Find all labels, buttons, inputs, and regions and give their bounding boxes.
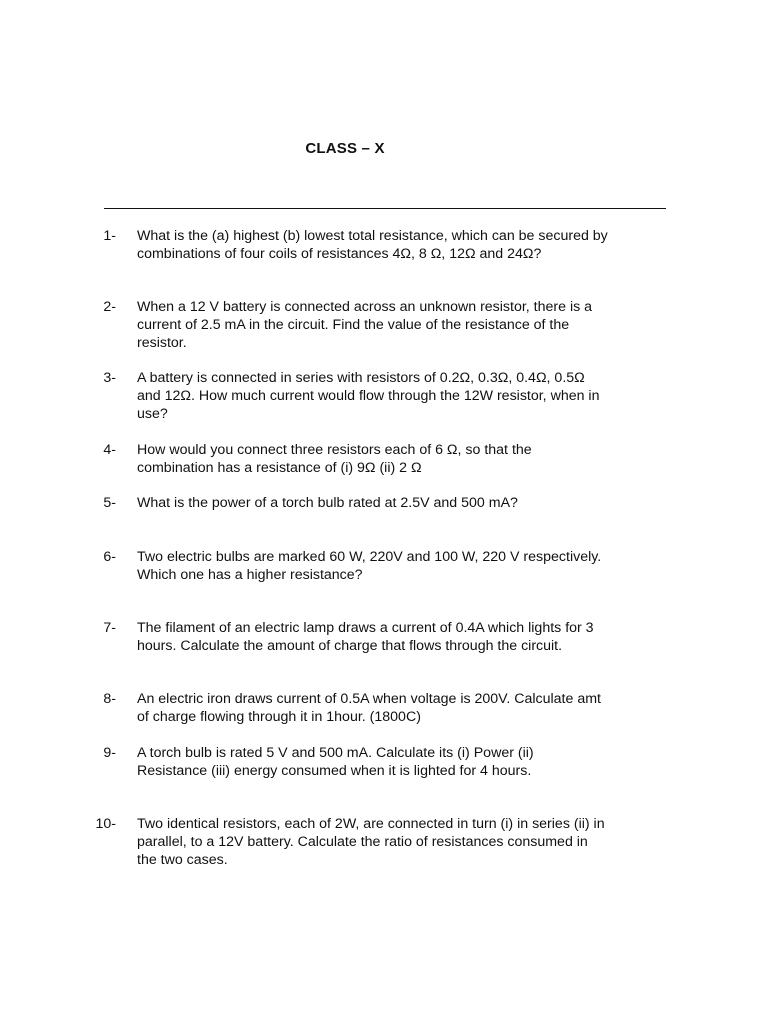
- question-number: 6-: [103, 549, 116, 565]
- question-text: An electric iron draws current of 0.5A when voltage is 200V. Calculate amt of charge flowing through it in 1hour. (1800C): [137, 691, 601, 725]
- question-number: 8-: [103, 691, 116, 707]
- title-divider: [104, 208, 666, 209]
- question-text: Two identical resistors, each of 2W, are connected in turn (i) in series (ii) in parallel, to a 12V battery. Calculate the ratio of resistances consumed in the two cases.: [137, 816, 605, 868]
- question-number: 5-: [103, 495, 116, 511]
- question-number: 7-: [103, 620, 116, 636]
- question-text: What is the power of a torch bulb rated at 2.5V and 500 mA?: [137, 495, 518, 511]
- question-number: 10-: [95, 816, 116, 832]
- page-title: CLASS – X: [305, 140, 385, 157]
- question-number: 1-: [103, 228, 116, 244]
- question-text: When a 12 V battery is connected across an unknown resistor, there is a current of 2.5 mA in the circuit. Find the value of the resistance of the resistor.: [137, 299, 593, 351]
- question-text: A torch bulb is rated 5 V and 500 mA. Calculate its (i) Power (ii) Resistance (iii) energy consumed when it is lighted for 4 hours.: [137, 745, 534, 779]
- question-number: 2-: [103, 299, 116, 315]
- question-text: Two electric bulbs are marked 60 W, 220V and 100 W, 220 V respectively. Which one has a higher resistance?: [137, 549, 602, 583]
- question-number: 3-: [103, 370, 116, 386]
- question-text: A battery is connected in series with resistors of 0.2Ω, 0.3Ω, 0.4Ω, 0.5Ω and 12Ω. How much current would flow through the 12W resistor, when in use?: [137, 370, 600, 422]
- question-number: 4-: [103, 442, 116, 458]
- question-text: The filament of an electric lamp draws a current of 0.4A which lights for 3 hours. Calculate the amount of charge that flows through the circuit.: [137, 620, 594, 654]
- question-text: How would you connect three resistors each of 6 Ω, so that the combination has a resistance of (i) 9Ω (ii) 2 Ω: [137, 442, 532, 476]
- question-number: 9-: [103, 745, 116, 761]
- question-text: What is the (a) highest (b) lowest total resistance, which can be secured by combinations of four coils of resistances 4Ω, 8 Ω, 12Ω and 24Ω?: [137, 228, 608, 262]
